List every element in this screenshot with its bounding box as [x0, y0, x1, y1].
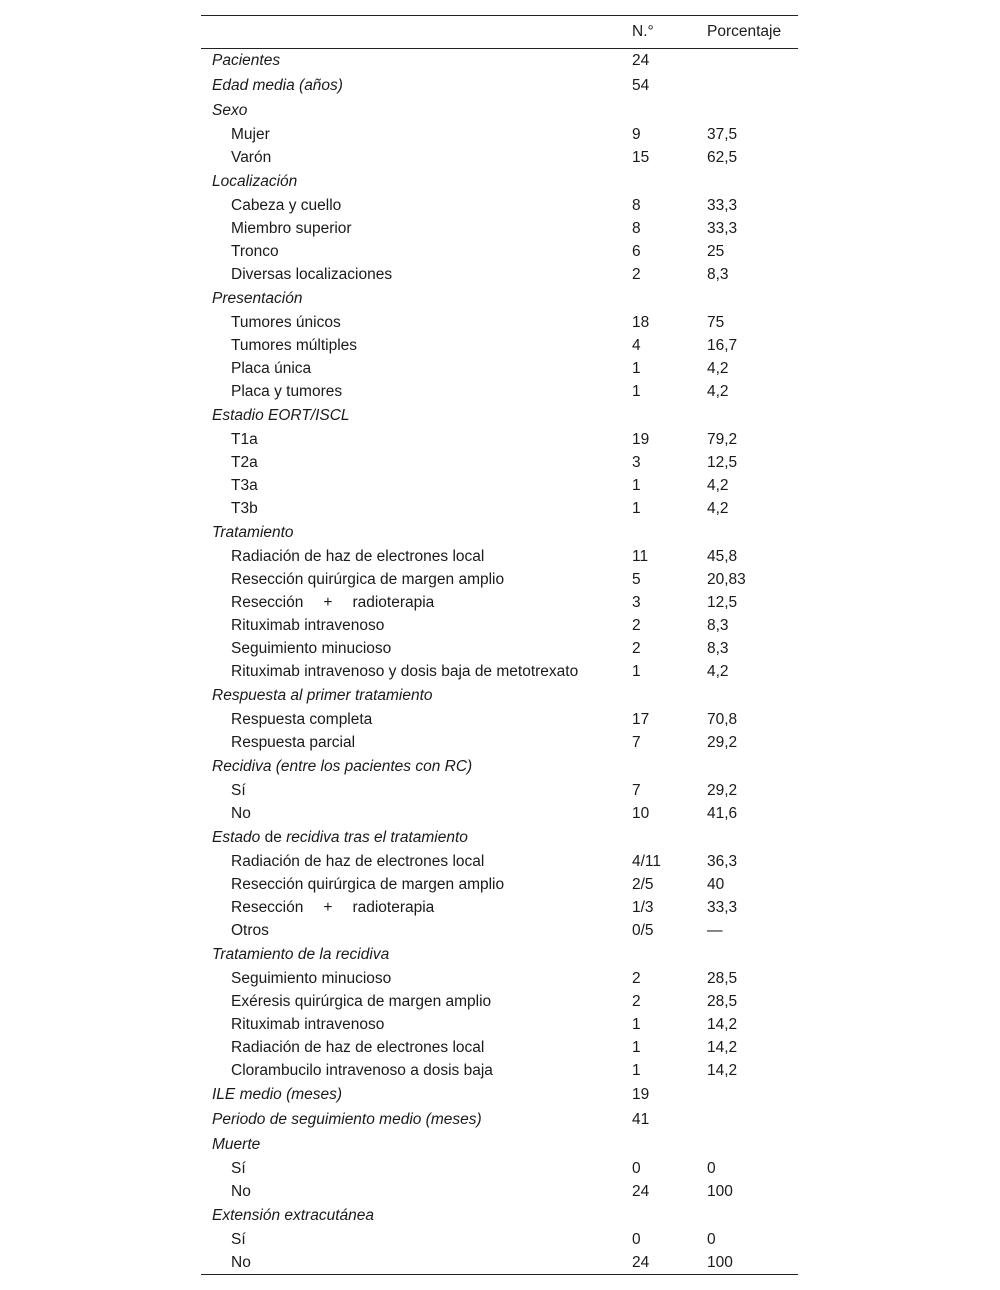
- section-row: [201, 170, 798, 194]
- count-cell: 2: [632, 617, 641, 634]
- row-label: Radiación de haz de electrones local: [231, 548, 485, 565]
- count-cell: 6: [632, 243, 641, 260]
- row-label: Rituximab intravenoso: [231, 617, 385, 634]
- percentage-cell: 75: [707, 314, 725, 331]
- row-label: Sí: [231, 1231, 246, 1248]
- row-label: Sí: [231, 1160, 246, 1177]
- table-row: [201, 334, 798, 357]
- row-label: Diversas localizaciones: [231, 266, 393, 283]
- table-row: [201, 1180, 798, 1203]
- percentage-cell: 4,2: [707, 663, 729, 680]
- table-row: [201, 614, 798, 637]
- row-label: Respuesta parcial: [231, 734, 356, 751]
- row-label: Rituximab intravenoso y dosis baja de metotrexato: [231, 663, 579, 680]
- count-cell: 5: [632, 571, 641, 588]
- label-part: radioterapia: [352, 594, 435, 611]
- row-label: T2a: [231, 454, 258, 471]
- row-label: Tumores múltiples: [231, 337, 358, 354]
- percentage-cell: 12,5: [707, 594, 738, 611]
- label-part: recidiva tras el tratamiento: [286, 829, 468, 846]
- count-cell: 0/5: [632, 922, 654, 939]
- table-row: [201, 123, 798, 146]
- count-cell: 11: [632, 548, 649, 565]
- percentage-cell: 16,7: [707, 337, 738, 354]
- section-row: [201, 943, 798, 967]
- percentage-cell: 12,5: [707, 454, 738, 471]
- section-label: Localización: [212, 173, 298, 190]
- count-cell: 24: [632, 52, 650, 69]
- table-row: [201, 779, 798, 802]
- row-label: Tronco: [231, 243, 279, 260]
- row-label: No: [231, 1183, 251, 1200]
- count-cell: 1: [632, 1062, 641, 1079]
- section-label: Extensión extracutánea: [212, 1207, 374, 1224]
- percentage-cell: 14,2: [707, 1016, 738, 1033]
- section-label: Pacientes: [212, 52, 281, 69]
- percentage-cell: 14,2: [707, 1062, 738, 1079]
- row-label: Placa única: [231, 360, 312, 377]
- percentage-cell: 8,3: [707, 266, 729, 283]
- count-cell: 54: [632, 77, 650, 94]
- section-label: Estadio EORT/ISCL: [212, 407, 350, 424]
- section-label: Muerte: [212, 1136, 261, 1153]
- count-cell: 19: [632, 1086, 650, 1103]
- row-label: Cabeza y cuello: [231, 197, 342, 214]
- section-row: [201, 99, 798, 123]
- count-cell: 18: [632, 314, 650, 331]
- row-label: Clorambucilo intravenoso a dosis baja: [231, 1062, 493, 1079]
- section-row: [201, 1108, 798, 1132]
- section-row: [201, 287, 798, 311]
- percentage-cell: 8,3: [707, 640, 729, 657]
- row-label: Radiación de haz de electrones local: [231, 1039, 485, 1056]
- table-row: [201, 967, 798, 990]
- percentage-cell: 79,2: [707, 431, 738, 448]
- row-label: T1a: [231, 431, 258, 448]
- count-cell: 1: [632, 383, 641, 400]
- row-label: Varón: [231, 149, 272, 166]
- row-label: No: [231, 805, 251, 822]
- percentage-cell: 0: [707, 1231, 716, 1248]
- row-label: Radiación de haz de electrones local: [231, 853, 485, 870]
- section-row: [201, 1083, 798, 1107]
- table-row: [201, 1059, 798, 1082]
- percentage-cell: 14,2: [707, 1039, 738, 1056]
- section-row: [201, 49, 798, 73]
- table-row: [201, 1013, 798, 1036]
- percentage-cell: 62,5: [707, 149, 738, 166]
- count-cell: 8: [632, 197, 641, 214]
- table-row: [201, 194, 798, 217]
- percentage-cell: 20,83: [707, 571, 746, 588]
- row-label: T3a: [231, 477, 258, 494]
- count-cell: 1: [632, 1016, 641, 1033]
- table-row: [201, 591, 798, 614]
- percentage-cell: 36,3: [707, 853, 738, 870]
- count-cell: 1: [632, 477, 641, 494]
- percentage-cell: 25: [707, 243, 725, 260]
- table-row: [201, 708, 798, 731]
- count-cell: 2/5: [632, 876, 654, 893]
- table-row: [201, 731, 798, 754]
- table-row: [201, 802, 798, 825]
- percentage-cell: 4,2: [707, 500, 729, 517]
- label-part: radioterapia: [352, 899, 435, 916]
- table-row: [201, 1157, 798, 1180]
- section-label: Edad media (años): [212, 77, 343, 94]
- data-table: [201, 15, 798, 1275]
- row-label: Sí: [231, 782, 246, 799]
- count-cell: 3: [632, 454, 641, 471]
- section-row: [201, 521, 798, 545]
- row-label: Seguimiento minucioso: [231, 640, 392, 657]
- percentage-cell: 4,2: [707, 477, 729, 494]
- percentage-cell: 8,3: [707, 617, 729, 634]
- label-part: de: [264, 829, 282, 846]
- percentage-cell: 70,8: [707, 711, 738, 728]
- count-cell: 19: [632, 431, 650, 448]
- section-row: [201, 1133, 798, 1157]
- count-cell: 2: [632, 970, 641, 987]
- table-row: [201, 357, 798, 380]
- table-row: [201, 217, 798, 240]
- table-row: [201, 474, 798, 497]
- table-row: [201, 873, 798, 896]
- percentage-cell: 33,3: [707, 197, 738, 214]
- row-label: Placa y tumores: [231, 383, 343, 400]
- row-label: No: [231, 1254, 251, 1271]
- row-label: Miembro superior: [231, 220, 352, 237]
- count-cell: 10: [632, 805, 650, 822]
- percentage-cell: 28,5: [707, 993, 738, 1010]
- row-label: Respuesta completa: [231, 711, 373, 728]
- percentage-cell: 28,5: [707, 970, 738, 987]
- percentage-cell: 37,5: [707, 126, 738, 143]
- percentage-cell: 40: [707, 876, 725, 893]
- section-label: Tratamiento de la recidiva: [212, 946, 390, 963]
- percentage-cell: 45,8: [707, 548, 738, 565]
- label-part: Estado: [212, 829, 261, 846]
- percentage-cell: 29,2: [707, 782, 738, 799]
- count-cell: 0: [632, 1231, 641, 1248]
- row-label: Exéresis quirúrgica de margen amplio: [231, 993, 492, 1010]
- bottom-rule: [201, 1274, 798, 1275]
- label-part: +: [323, 594, 333, 611]
- percentage-cell: —: [707, 922, 723, 939]
- header-n: N.°: [632, 23, 654, 40]
- percentage-cell: 41,6: [707, 805, 738, 822]
- section-label: Respuesta al primer tratamiento: [212, 687, 433, 704]
- percentage-cell: 4,2: [707, 383, 729, 400]
- table-row: [201, 263, 798, 286]
- table-body: [201, 49, 798, 1274]
- label-part: Resección: [231, 899, 304, 916]
- table-row: [201, 850, 798, 873]
- count-cell: 17: [632, 711, 650, 728]
- percentage-cell: 100: [707, 1254, 733, 1271]
- count-cell: 1: [632, 360, 641, 377]
- header-percentage: Porcentaje: [707, 23, 782, 40]
- section-label: [212, 826, 468, 850]
- row-label: Resección quirúrgica de margen amplio: [231, 876, 505, 893]
- section-label: ILE medio (meses): [212, 1086, 343, 1103]
- table-row: [201, 637, 798, 660]
- table-row: [201, 146, 798, 169]
- table-row: [201, 311, 798, 334]
- count-cell: 9: [632, 126, 641, 143]
- section-row: [201, 684, 798, 708]
- table-row: [201, 1251, 798, 1274]
- count-cell: 1: [632, 663, 641, 680]
- count-cell: 2: [632, 266, 641, 283]
- row-label: Resección quirúrgica de margen amplio: [231, 571, 505, 588]
- row-label: Rituximab intravenoso: [231, 1016, 385, 1033]
- count-cell: 24: [632, 1254, 650, 1271]
- table-row: [201, 1036, 798, 1059]
- count-cell: 41: [632, 1111, 650, 1128]
- table-row: [201, 497, 798, 520]
- table-row: [201, 428, 798, 451]
- section-row: [201, 755, 798, 779]
- table-row: [201, 568, 798, 591]
- section-label: Sexo: [212, 102, 248, 119]
- count-cell: 0: [632, 1160, 641, 1177]
- table-row: [201, 240, 798, 263]
- section-label: Tratamiento: [212, 524, 294, 541]
- label-part: +: [323, 899, 333, 916]
- count-cell: 24: [632, 1183, 650, 1200]
- table-row: [201, 990, 798, 1013]
- section-row: [201, 1204, 798, 1228]
- count-cell: 7: [632, 734, 641, 751]
- count-cell: 3: [632, 594, 641, 611]
- count-cell: 4: [632, 337, 641, 354]
- label-part: Resección: [231, 594, 304, 611]
- row-label: T3b: [231, 500, 258, 517]
- row-label: Seguimiento minucioso: [231, 970, 392, 987]
- section-row: [201, 74, 798, 98]
- row-label: [231, 896, 434, 919]
- row-label: Tumores únicos: [231, 314, 341, 331]
- percentage-cell: 29,2: [707, 734, 738, 751]
- count-cell: 15: [632, 149, 650, 166]
- section-row: [201, 826, 798, 850]
- percentage-cell: 33,3: [707, 220, 738, 237]
- percentage-cell: 4,2: [707, 360, 729, 377]
- table-row: [201, 660, 798, 683]
- percentage-cell: 100: [707, 1183, 733, 1200]
- row-label: Mujer: [231, 126, 270, 143]
- section-row: [201, 404, 798, 428]
- count-cell: 2: [632, 640, 641, 657]
- count-cell: 8: [632, 220, 641, 237]
- percentage-cell: 33,3: [707, 899, 738, 916]
- section-label: Presentación: [212, 290, 303, 307]
- count-cell: 4/11: [632, 853, 662, 870]
- row-label: [231, 591, 434, 614]
- percentage-cell: 0: [707, 1160, 716, 1177]
- count-cell: 1: [632, 1039, 641, 1056]
- table-row: [201, 896, 798, 919]
- count-cell: 1: [632, 500, 641, 517]
- count-cell: 1/3: [632, 899, 654, 916]
- table-row: [201, 451, 798, 474]
- table-row: [201, 1228, 798, 1251]
- count-cell: 2: [632, 993, 641, 1010]
- table-row: [201, 380, 798, 403]
- table-header: [201, 16, 798, 48]
- row-label: Otros: [231, 922, 269, 939]
- section-label: Periodo de seguimiento medio (meses): [212, 1111, 482, 1128]
- section-label: Recidiva (entre los pacientes con RC): [212, 758, 473, 775]
- table-row: [201, 919, 798, 942]
- table-row: [201, 545, 798, 568]
- count-cell: 7: [632, 782, 641, 799]
